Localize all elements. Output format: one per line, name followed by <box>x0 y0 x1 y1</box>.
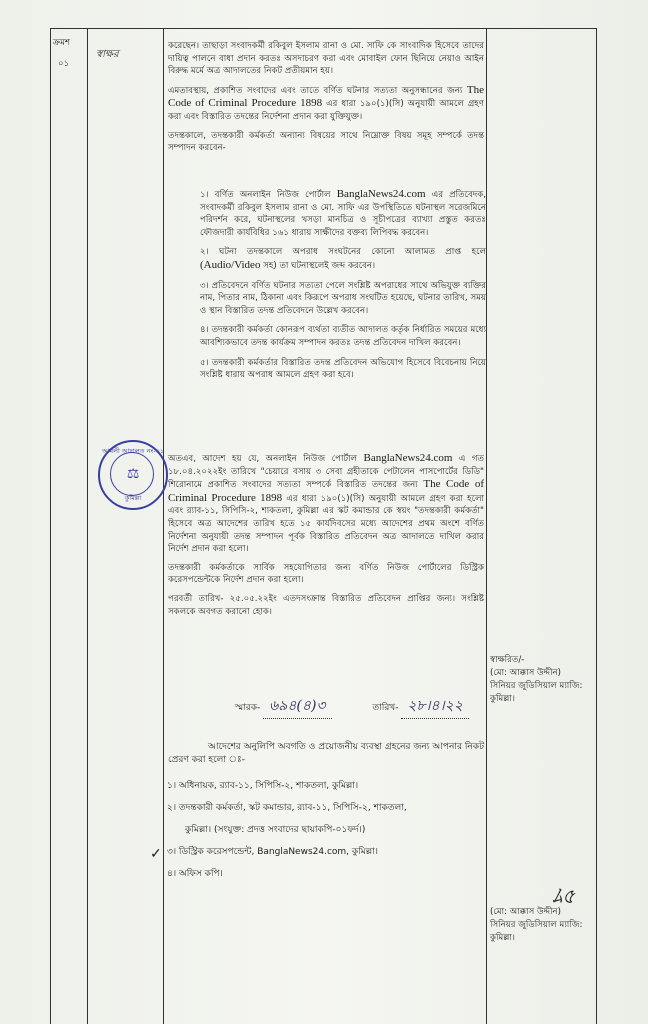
paragraph: করেছেন। তাছাড়া সংবাদকর্মী রকিবুল ইসলাম রানা ও মো. সাফি কে সাংবাদিক হিসেবে তাদের দায়িত্ব পালনে বাধা প্রদান করতঃ অসদাচরণ করা এবং মোবাইল ফোন ছিনিয়ে নেয়াও আইন বিরুদ্ধ মর্মে অত্র আদালতের নিকট প্রতীয়মান হয়। <box>168 41 484 77</box>
date-value: ২৮।৪।২২ <box>401 694 469 719</box>
signature-block: স্বাক্ষরিত/- (মো: আক্কাস উদ্দীন) সিনিয়র জুডিসিয়াল ম্যাজি: কুমিল্লা। <box>490 655 583 704</box>
list-item: ৪। তদন্তকারী কর্মকর্তা কোনরূপ ব্যর্থতা ব্যতীত আদালত কর্তৃক নির্ধারিত সময়ের মধ্যে আবশ্যিকভাবে তদন্ত কার্যক্রম সম্পাদন করতঃ তদন্ত প্রতিবেদন দাখিল করবেন। <box>200 325 486 348</box>
list-item: ২। তদন্তকারী কর্মকর্তা, স্কট কমান্ডার, র‌্যাব-১১, সিপিসি-২, শাকতলা, কুমিল্লা। (সংযুক্ত: প্রদত্ত সংবাদের ছায়াকপি-০১ফর্দ।) <box>167 803 407 835</box>
list-item: ৪। অফিস কপি। <box>167 869 223 879</box>
margin-note: স্বাক্ষর <box>96 49 119 60</box>
table-rule <box>163 28 164 1024</box>
paragraph: অতএব, আদেশ হয় যে, অনলাইন নিউজ পোর্টাল BanglaNews24.com এ গত ১৮.০৪.২০২২ইং তারিখে "চেয়ারে বসায় ৩ সেবা গ্রহীতাকে পেটালেন পাসপোর্টের ডিডি" শিরোনামে প্রকাশিত সংবাদের সত্যতা সম্পর্কে বিস্তারিত তদন্তের জন্য The Code of Criminal Procedure 1898 এর ধারা ১৯০(১)(সি) অনুযায়ী আমলে গ্রহণ করা হলো এবং র‌্যাব-১১, সিপিসি-২, শাকতলা, কুমিল্লা এর স্কট কমান্ডার কে স্বয়ং "তদন্তকারী কর্মকর্তা" হিসেবে অত্র আদেশের তারিখ হতে ১৫ কার্যদিবসের মধ্যে আদেশের প্রথম অংশে বর্ণিত নির্দেশনা অনুযায়ী তদন্ত সম্পাদন পূর্বক বিস্তারিত প্রতিবেদন অত্র আদালতে দাখিল করার নির্দেশ প্রদান করা হলো। <box>168 452 484 555</box>
table-rule <box>50 28 51 1024</box>
order-body-lower <box>168 452 484 624</box>
memo-reference <box>235 694 469 719</box>
paragraph: তদন্তকালে, তদন্তকারী কর্মকর্তা অন্যান্য বিষয়ের সাথে নিম্নোক্ত বিষয় সমূহ সম্পর্কে তদন্ত সম্পাদন করবেন- <box>168 130 484 154</box>
copy-recipients <box>167 780 487 890</box>
list-item: ৫। তদন্তকারী কর্মকর্তার বিস্তারিত তদন্ত প্রতিবেদন অভিযোগ হিসেবে বিবেচনায় নিয়ে সংশ্লিষ্ট ধারায় অপরাধ আমলে গ্রহণ করা হবে। <box>200 357 486 381</box>
copy-intro: আদেশের অনুলিপি অবগতি ও প্রয়োজনীয় ব্যবস্থা গ্রহনের জন্য আপনার নিকট প্রেরণ করা হলো ঃ- <box>168 742 484 765</box>
serial-header: ক্রমশ <box>53 38 71 48</box>
instruction-list <box>200 188 486 389</box>
list-item: ১। বর্ণিত অনলাইন নিউজ পোর্টাল BanglaNews24.com এর প্রতিবেদক, সংবাদকর্মী রকিবুল ইসলাম রানা ও মো. সাফি এর উপস্থিতিতে ঘটনাস্থল সরেজমিনে পরিদর্শন করে, ঘটনাস্থলের খসড়া মানচিত্র ও সূচীপত্রের ব্যাখ্যা প্রস্তুত করতঃ ফৌজদারী কার্যবিধির ১৬১ ধারায় সাক্ষীদের বক্তব্য লিপিবদ্ধ করবেন। <box>200 188 487 238</box>
scales-icon: ⚖ <box>126 466 140 482</box>
paragraph: পরবর্তী তারিখ- ২৫.০৫.২২ইং এতদসংক্রান্ত বিস্তারিত প্রতিবেদন প্রাপ্তির জন্য। সংশ্লিষ্ট সকলকে অবগত করানো হোক। <box>168 593 484 617</box>
table-rule <box>87 28 88 1024</box>
paragraph: তদন্তকারী কর্মকর্তাকে সার্বিক সহযোগিতার জন্য বর্ণিত নিউজ পোর্টালের ডিস্ট্রিক করেসপন্ডেন্টকে নির্দেশ প্রদান করা হলো। <box>168 562 484 586</box>
list-item: ২। ঘটনা তদন্তকালে অপরাধ সংঘটনের কোনো আলামত প্রাপ্ত হলে (Audio/Video সহ) তা ঘটনাস্থলেই জব্দ করবেন। <box>200 247 486 271</box>
law-reference: The Code of Criminal Procedure 1898 <box>168 478 484 504</box>
serial-number: ০১ <box>58 59 70 69</box>
table-top-rule <box>50 28 596 29</box>
memo-label: স্মারক- <box>235 703 261 713</box>
paragraph: এমতাবস্থায়, প্রকাশিত সংবাদের এবং তাতে বর্ণিত ঘটনার সত্যতা অনুসন্ধানের জন্য The Code of Criminal Procedure 1898 এর ধারা ১৯০(১)(সি) অনুযায়ী আমলে গ্রহণ করা এবং বিস্তারিত তদন্তের নির্দেশনা প্রদান করা যুক্তিযুক্ত। <box>168 83 484 122</box>
date-label: তারিখ- <box>372 703 399 713</box>
court-seal: আমলী আদালত নং-০১ ⚖ কুমিল্লা <box>98 440 168 510</box>
order-body <box>168 40 484 161</box>
list-item: ৩। ডিস্ট্রিক করেসপন্ডেন্ট, BanglaNews24.com, কুমিল্লা। <box>167 847 379 857</box>
list-item: ১। অধিনায়ক, র‌্যাব-১১, সিপিসি-২, শাকতলা, কুমিল্লা। <box>167 781 359 791</box>
tick-mark: ✓ <box>150 846 162 862</box>
law-reference: The Code of Criminal Procedure 1898 <box>168 83 484 110</box>
list-item: ৩। প্রতিবেদনে বর্ণিত ঘটনার সত্যতা পেলে সংশ্লিষ্ট অপরাধের সাথে অভিযুক্ত ব্যক্তির নাম, পিতার নাম, ঠিকানা এবং কিরূপে অপরাধ সংঘটিত হয়েছে, ঘটনার তারিখ, সময় ও স্থান বিস্তারিত তদন্ত প্রতিবেদনে উল্লেখ করবেন। <box>200 280 486 316</box>
memo-number: ৬৯৪(৪)৩ <box>263 694 331 719</box>
table-rule <box>596 28 597 1024</box>
handwritten-signature: ﾑ৫ <box>552 884 575 908</box>
signature-block-bottom: (মো: আক্কাস উদ্দীন) সিনিয়র জুডিসিয়াল ম্যাজি: কুমিল্লা। <box>490 907 583 943</box>
